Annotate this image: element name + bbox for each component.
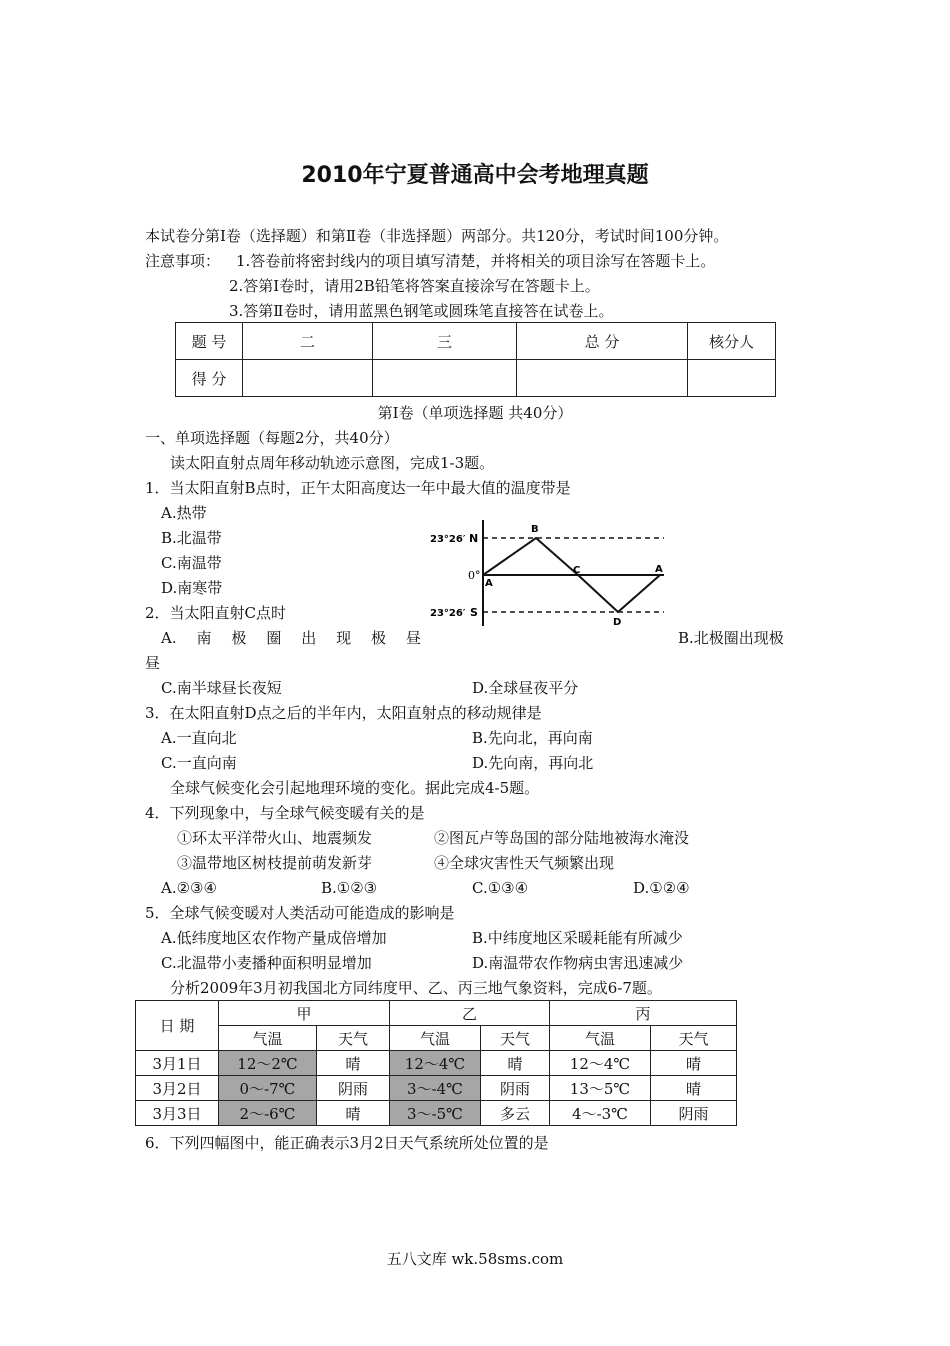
option-d: D.全球昼夜平分 bbox=[472, 679, 579, 697]
place-header: 甲 bbox=[219, 1001, 390, 1026]
statement-4: ④全球灾害性天气频繁出现 bbox=[434, 854, 615, 872]
table-row bbox=[136, 1051, 737, 1076]
option-c: C.北温带小麦播种面积明显增加 bbox=[161, 954, 372, 972]
weather-cell: 阴雨 bbox=[481, 1076, 550, 1101]
option-d: D.南寒带 bbox=[161, 579, 223, 597]
question-5-stem: 5．全球气候变暖对人类活动可能造成的影响是 bbox=[145, 904, 455, 922]
weather-cell: 晴 bbox=[317, 1051, 390, 1076]
score-cell bbox=[243, 360, 373, 397]
option-b-wrap: 昼 bbox=[145, 654, 161, 672]
solar-direct-point-diagram bbox=[428, 518, 678, 630]
option-b: B.中纬度地区采暖耗能有所减少 bbox=[472, 929, 683, 947]
temperature-cell: 3～-4℃ bbox=[390, 1076, 481, 1101]
option-c: C.南温带 bbox=[161, 554, 222, 572]
place-header: 丙 bbox=[550, 1001, 737, 1026]
option-c: C.一直向南 bbox=[161, 754, 237, 772]
date-cell: 3月2日 bbox=[136, 1076, 219, 1101]
statement-2: ②图瓦卢等岛国的部分陆地被海水淹没 bbox=[434, 829, 690, 847]
weather-table bbox=[135, 1000, 737, 1126]
page-title: 2010年宁夏普通高中会考地理真题 bbox=[301, 163, 649, 188]
option-b: B.先向北，再向南 bbox=[472, 729, 593, 747]
weather-cell: 阴雨 bbox=[651, 1101, 737, 1126]
temperature-cell: 4～-3℃ bbox=[550, 1101, 651, 1126]
intro-line: 本试卷分第Ⅰ卷（选择题）和第Ⅱ卷（非选择题）两部分。共120分，考试时间100分钟。 bbox=[145, 227, 729, 245]
point-c-label: C bbox=[573, 565, 581, 576]
question-4-stem: 4．下列现象中，与全球气候变暖有关的是 bbox=[145, 804, 425, 822]
option-a-char: 极 bbox=[231, 629, 247, 647]
option-a-char: 昼 bbox=[405, 629, 421, 647]
table-row bbox=[136, 1101, 737, 1126]
score-header-cell: 二 bbox=[243, 323, 373, 360]
temperature-cell: 13～5℃ bbox=[550, 1076, 651, 1101]
note-3: 3.答第Ⅱ卷时，请用蓝黑色钢笔或圆珠笔直接答在试卷上。 bbox=[229, 302, 614, 320]
option-a: A.热带 bbox=[161, 504, 207, 522]
notes-label: 注意事项： bbox=[145, 252, 221, 270]
weather-cell: 阴雨 bbox=[317, 1076, 390, 1101]
question-2-stem: 2．当太阳直射C点时 bbox=[145, 604, 287, 622]
note-1: 1.答卷前将密封线内的项目填写清楚，并将相关的项目涂写在答题卡上。 bbox=[236, 252, 716, 270]
question-6-stem: 6．下列四幅图中，能正确表示3月2日天气系统所处位置的是 bbox=[145, 1134, 549, 1152]
option-c: C.南半球昼长夜短 bbox=[161, 679, 282, 697]
equator-label: 0° bbox=[468, 569, 481, 582]
score-cell bbox=[373, 360, 517, 397]
option-a bbox=[161, 628, 421, 648]
sub-header: 气温 bbox=[550, 1026, 651, 1051]
point-d-label: D bbox=[613, 617, 622, 628]
option-c: C.①③④ bbox=[472, 879, 529, 897]
option-b: B.①②③ bbox=[321, 879, 378, 897]
score-header-cell: 核分人 bbox=[688, 323, 776, 360]
date-cell: 3月3日 bbox=[136, 1101, 219, 1126]
temperature-cell: 12～4℃ bbox=[550, 1051, 651, 1076]
place-header: 乙 bbox=[390, 1001, 550, 1026]
score-header-cell: 总 分 bbox=[517, 323, 688, 360]
weather-cell: 多云 bbox=[481, 1101, 550, 1126]
option-a-char: 出 bbox=[301, 629, 317, 647]
option-b: B.北温带 bbox=[161, 529, 222, 547]
sub-header: 天气 bbox=[317, 1026, 390, 1051]
lat-south-label: 23°26′ bbox=[430, 608, 466, 619]
date-header: 日 期 bbox=[136, 1001, 219, 1051]
note-2: 2.答第Ⅰ卷时，请用2B铅笔将答案直接涂写在答题卡上。 bbox=[229, 277, 600, 295]
option-d: D.①②④ bbox=[633, 879, 690, 897]
north-label: N bbox=[469, 532, 479, 545]
option-a-char: 圈 bbox=[266, 629, 282, 647]
date-cell: 3月1日 bbox=[136, 1051, 219, 1076]
section-heading: 一、单项选择题（每题2分，共40分） bbox=[145, 429, 399, 447]
point-a2-label: A bbox=[655, 564, 663, 575]
option-d: D.先向南，再向北 bbox=[472, 754, 594, 772]
reading-prompt: 分析2009年3月初我国北方同纬度甲、乙、丙三地气象资料，完成6-7题。 bbox=[170, 979, 662, 997]
south-label: S bbox=[470, 606, 478, 619]
option-a: A.②③④ bbox=[161, 879, 217, 897]
point-a-label: A bbox=[485, 578, 493, 589]
option-a-char: 极 bbox=[371, 629, 387, 647]
statement-1: ①环太平洋带火山、地震频发 bbox=[177, 829, 373, 847]
option-a-char: 南 bbox=[196, 629, 212, 647]
score-cell bbox=[517, 360, 688, 397]
option-a: A.一直向北 bbox=[161, 729, 237, 747]
reading-prompt: 全球气候变化会引起地理环境的变化。据此完成4-5题。 bbox=[170, 779, 540, 797]
option-a-char: 现 bbox=[336, 629, 352, 647]
score-table bbox=[175, 322, 776, 397]
temperature-cell: 2～-6℃ bbox=[219, 1101, 317, 1126]
weather-cell: 晴 bbox=[317, 1101, 390, 1126]
weather-cell: 晴 bbox=[651, 1076, 737, 1101]
part1-heading: 第Ⅰ卷（单项选择题 共40分） bbox=[377, 404, 573, 422]
sub-header: 天气 bbox=[481, 1026, 550, 1051]
score-header-cell: 题 号 bbox=[176, 323, 243, 360]
statement-3: ③温带地区树枝提前萌发新芽 bbox=[177, 854, 373, 872]
point-b-label: B bbox=[531, 524, 539, 535]
score-row-label: 得 分 bbox=[176, 360, 243, 397]
score-header-cell: 三 bbox=[373, 323, 517, 360]
option-a-char: A. bbox=[161, 629, 177, 647]
table-row bbox=[136, 1076, 737, 1101]
score-cell bbox=[688, 360, 776, 397]
weather-cell: 晴 bbox=[651, 1051, 737, 1076]
option-a: A.低纬度地区农作物产量成倍增加 bbox=[161, 929, 387, 947]
question-1-stem: 1．当太阳直射B点时，正午太阳高度达一年中最大值的温度带是 bbox=[145, 479, 571, 497]
lat-north-label: 23°26′ bbox=[430, 534, 466, 545]
weather-cell: 晴 bbox=[481, 1051, 550, 1076]
option-b: B.北极圈出现极 bbox=[678, 629, 784, 647]
footer-watermark: 五八文库 wk.58sms.com bbox=[386, 1250, 564, 1268]
question-3-stem: 3．在太阳直射D点之后的半年内，太阳直射点的移动规律是 bbox=[145, 704, 542, 722]
temperature-cell: 0～-7℃ bbox=[219, 1076, 317, 1101]
option-d: D.南温带农作物病虫害迅速减少 bbox=[472, 954, 684, 972]
temperature-cell: 12～2℃ bbox=[219, 1051, 317, 1076]
reading-prompt: 读太阳直射点周年移动轨迹示意图，完成1-3题。 bbox=[170, 454, 495, 472]
temperature-cell: 12～4℃ bbox=[390, 1051, 481, 1076]
sub-header: 气温 bbox=[390, 1026, 481, 1051]
temperature-cell: 3～-5℃ bbox=[390, 1101, 481, 1126]
sub-header: 天气 bbox=[651, 1026, 737, 1051]
sub-header: 气温 bbox=[219, 1026, 317, 1051]
